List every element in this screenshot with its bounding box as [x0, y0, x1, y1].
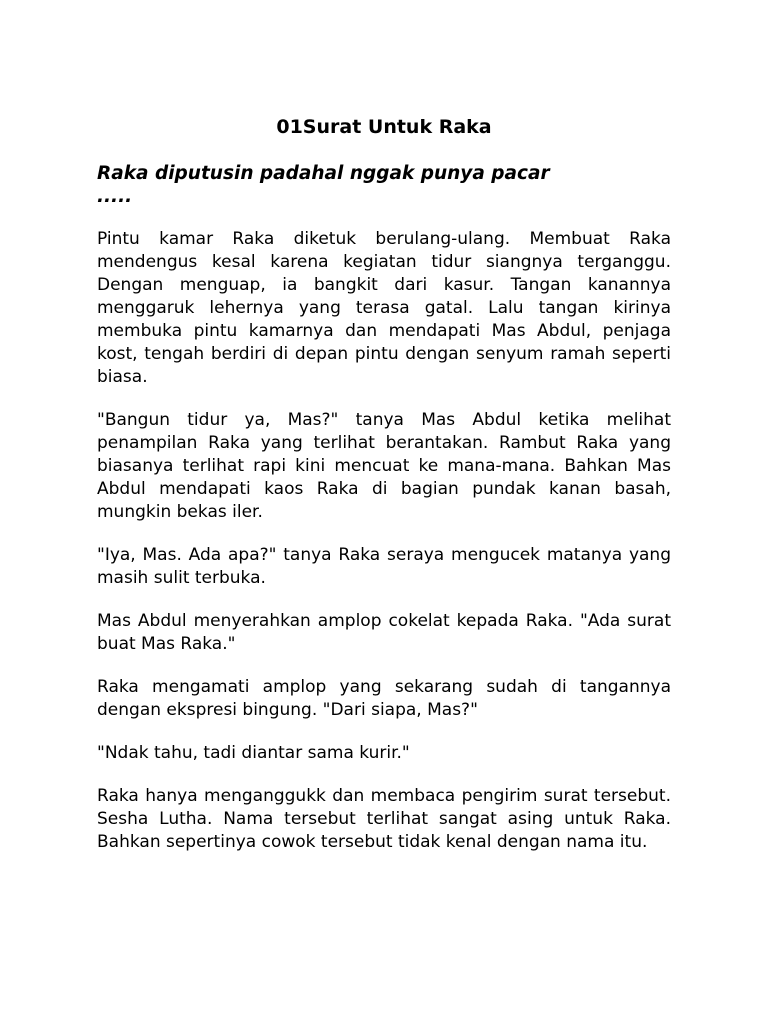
paragraph: Pintu kamar Raka diketuk berulang-ulang. Membuat Raka mendengus kesal karena kegiatan tidur siangnya terganggu. Dengan menguap, ia bangkit dari kasur. Tangan kanannya menggaruk lehernya yang terasa gatal. Lalu tangan kirinya membuka pintu kamarnya dan mendapati Mas Abdul, penjaga kost, tengah berdiri di depan pintu dengan senyum ramah seperti biasa.	[97, 229, 671, 387]
paragraph: Raka mengamati amplop yang sekarang sudah di tangannya dengan ekspresi bingung. "Dari siapa, Mas?"	[97, 677, 671, 720]
paragraph-list	[97, 228, 671, 854]
document-subtitle: Raka diputusin padahal nggak punya pacar .....	[97, 163, 550, 207]
paragraph: "Iya, Mas. Ada apa?" tanya Raka seraya mengucek matanya yang masih sulit terbuka.	[97, 545, 671, 588]
document-title: 01Surat Untuk Raka	[276, 116, 492, 138]
paragraph: "Ndak tahu, tadi diantar sama kurir."	[97, 743, 410, 763]
paragraph: Mas Abdul menyerahkan amplop cokelat kepada Raka. "Ada surat buat Mas Raka."	[97, 611, 671, 654]
paragraph: Raka hanya menganggukk dan membaca pengirim surat tersebut. Sesha Lutha. Nama tersebut terlihat sangat asing untuk Raka. Bahkan sepertinya cowok tersebut tidak kenal dengan nama itu.	[97, 786, 671, 852]
document-content	[97, 114, 671, 874]
paragraph: "Bangun tidur ya, Mas?" tanya Mas Abdul ketika melihat penampilan Raka yang terlihat berantakan. Rambut Raka yang biasanya terlihat rapi kini mencuat ke mana-mana. Bahkan Mas Abdul mendapati kaos Raka di bagian pundak kanan basah, mungkin bekas iler.	[97, 410, 671, 522]
